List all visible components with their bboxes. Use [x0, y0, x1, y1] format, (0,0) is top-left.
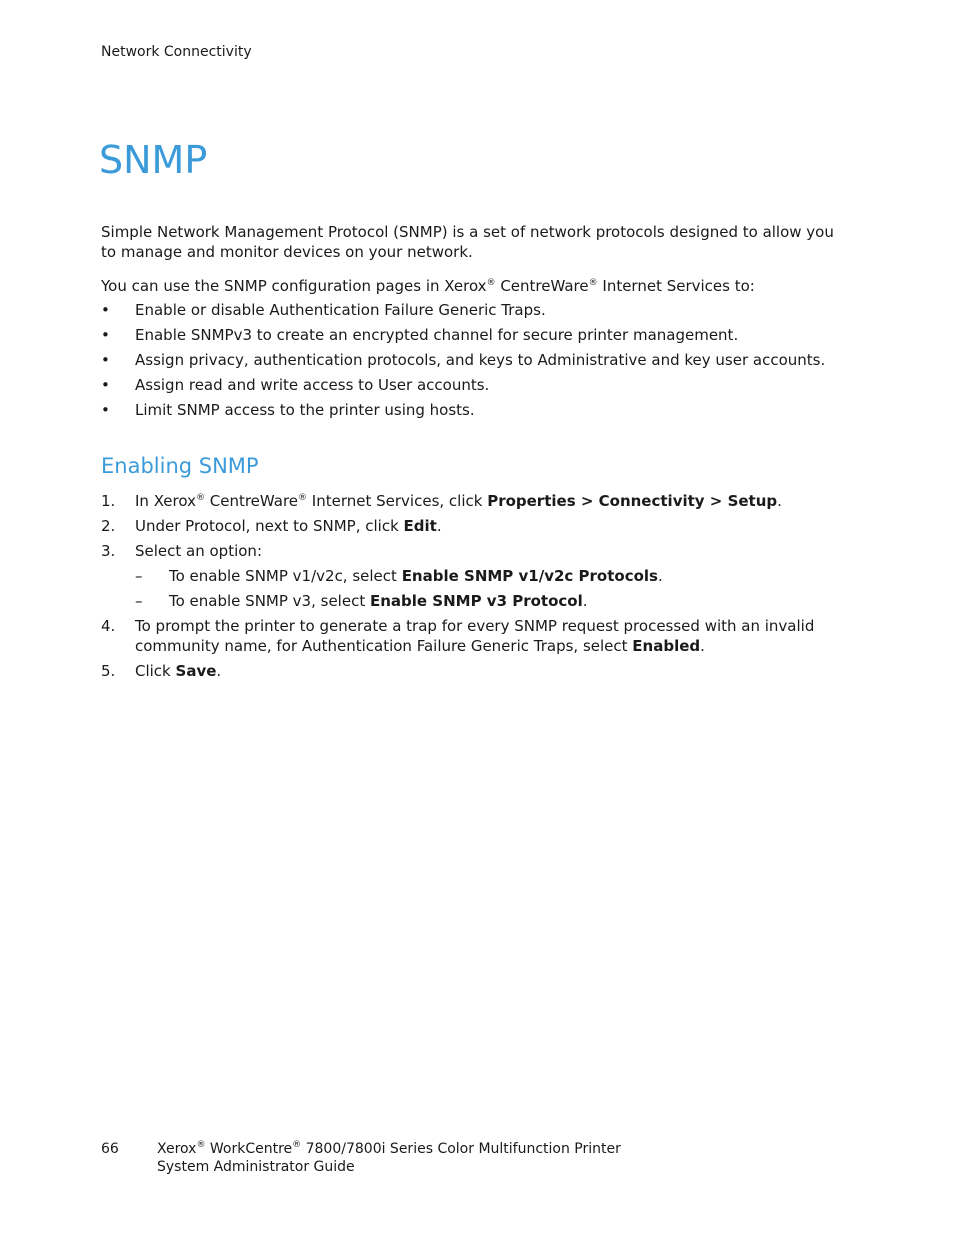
step-1 [101, 491, 841, 511]
product-text: WorkCentre [205, 1141, 293, 1157]
step-text: CentreWare [204, 492, 299, 510]
bullet-glyph: • [101, 326, 110, 344]
path-separator: > [704, 492, 728, 510]
substep-text: . [582, 592, 588, 610]
step-text: . [216, 662, 222, 680]
bullet-glyph: • [101, 351, 110, 369]
step-text: To prompt the printer to generate a trap for every SNMP request processed with an invalid community name, for Authentication Failure Generic Traps, select [135, 617, 815, 655]
page-number: 66 [101, 1141, 119, 1157]
bullet-glyph: • [101, 401, 110, 419]
registered-mark: ® [196, 1140, 206, 1150]
substep-list [135, 566, 841, 611]
step-text: Click [135, 662, 176, 680]
path-separator: > [575, 492, 599, 510]
ui-term-properties: Properties [487, 492, 576, 510]
dash-glyph: – [135, 592, 143, 610]
ui-term-connectivity: Connectivity [598, 492, 705, 510]
step-text: Select an option: [135, 542, 262, 560]
step-text: Under Protocol, next to SNMP, click [135, 517, 404, 535]
step-number: 1. [101, 492, 116, 510]
list-item [101, 325, 841, 350]
substep-item [135, 566, 841, 586]
dash-glyph: – [135, 567, 143, 585]
lead-text-pre: You can use the SNMP configuration pages in Xerox [101, 277, 487, 295]
list-item-text: Enable SNMPv3 to create an encrypted channel for secure printer management. [135, 326, 739, 344]
step-number: 4. [101, 617, 116, 635]
step-text: . [700, 637, 705, 655]
step-number: 3. [101, 542, 116, 560]
registered-mark: ® [588, 278, 598, 288]
substep-text: To enable SNMP v3, select [169, 592, 370, 610]
step-4 [101, 616, 841, 656]
section-title: Enabling SNMP [101, 454, 259, 478]
substep-item [135, 591, 841, 611]
step-text: In Xerox [135, 492, 196, 510]
step-text: . [777, 492, 782, 510]
running-header: Network Connectivity [101, 44, 252, 60]
step-2 [101, 516, 841, 536]
product-text: 7800/7800i Series Color Multifunction Printer [301, 1141, 621, 1157]
list-item-text: Assign privacy, authentication protocols, and keys to Administrative and key user accounts. [135, 351, 826, 369]
registered-mark: ® [292, 1140, 302, 1150]
substep-text: To enable SNMP v1/v2c, select [169, 567, 402, 585]
step-5 [101, 661, 841, 681]
ui-term-enable-v3: Enable SNMP v3 Protocol [369, 592, 583, 610]
step-text: Internet Services, click [307, 492, 488, 510]
ui-term-save: Save [175, 662, 217, 680]
ui-term-setup: Setup [727, 492, 778, 510]
page-title: SNMP [99, 138, 208, 182]
step-number: 5. [101, 662, 116, 680]
lead-paragraph [101, 276, 841, 296]
lead-text-mid: CentreWare [495, 277, 589, 295]
lead-text-post: Internet Services to: [597, 277, 755, 295]
intro-paragraph: Simple Network Management Protocol (SNMP) is a set of network protocols designed to allow you to manage and monitor devices on your network. [101, 223, 834, 261]
step-text: . [436, 517, 442, 535]
step-3 [101, 541, 841, 611]
product-text: Xerox [157, 1141, 197, 1157]
ui-term-enabled: Enabled [632, 637, 701, 655]
registered-mark: ® [195, 493, 205, 503]
list-item-text: Enable or disable Authentication Failure Generic Traps. [135, 301, 546, 319]
guide-title: System Administrator Guide [157, 1159, 355, 1175]
ui-term-edit: Edit [403, 517, 437, 535]
feature-list [101, 300, 841, 425]
step-number: 2. [101, 517, 116, 535]
list-item [101, 350, 841, 375]
list-item-text: Assign read and write access to User accounts. [135, 376, 490, 394]
bullet-glyph: • [101, 376, 110, 394]
product-name [157, 1140, 621, 1158]
registered-mark: ® [298, 493, 308, 503]
procedure-steps [101, 491, 841, 686]
list-item [101, 375, 841, 400]
substep-text: . [657, 567, 663, 585]
registered-mark: ® [486, 278, 496, 288]
list-item [101, 300, 841, 325]
list-item-text: Limit SNMP access to the printer using hosts. [135, 401, 475, 419]
bullet-glyph: • [101, 301, 110, 319]
ui-term-enable-v1v2c: Enable SNMP v1/v2c Protocols [401, 567, 658, 585]
list-item [101, 400, 841, 425]
